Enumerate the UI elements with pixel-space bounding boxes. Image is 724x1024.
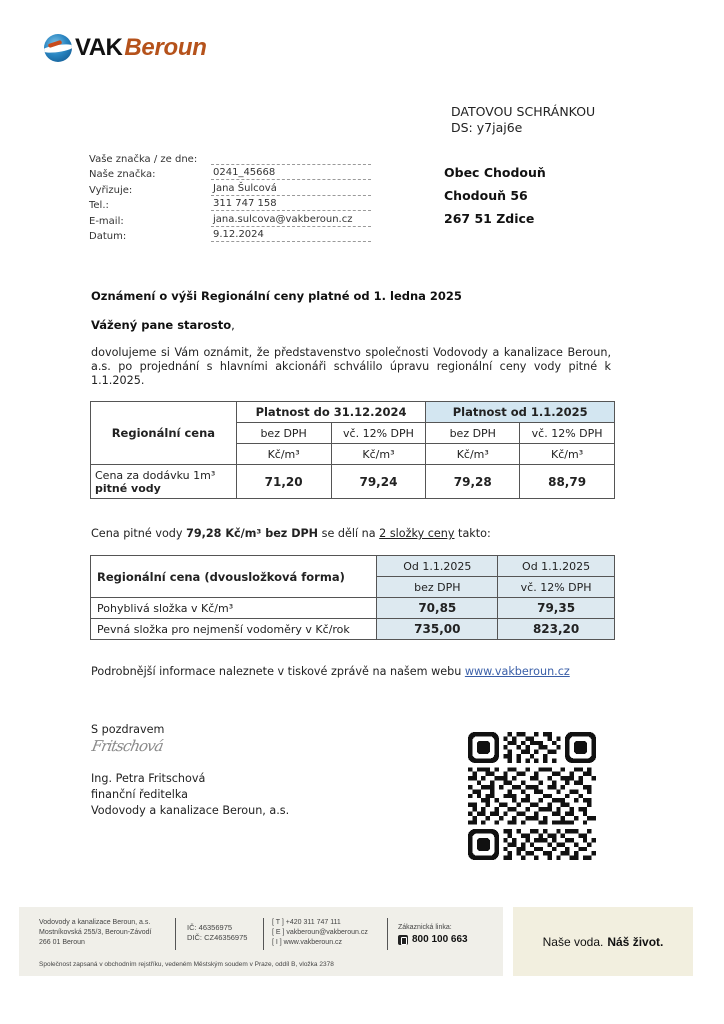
row-label-line2: pitné vody xyxy=(95,481,161,495)
period-new-header: Platnost od 1.1.2025 xyxy=(426,402,615,423)
text-segment: Cena pitné vody xyxy=(91,527,187,540)
logo-text-beroun: Beroun xyxy=(124,34,207,61)
price-value: 88,79 xyxy=(520,465,615,499)
website-link[interactable]: www.vakberoun.cz xyxy=(464,665,570,678)
price-emphasis: 79,28 Kč/m³ bez DPH xyxy=(186,527,319,540)
delivery-method xyxy=(451,104,595,136)
salutation-punct: , xyxy=(231,318,235,332)
signatory-company: Vodovody a kanalizace Beroun, a.s. xyxy=(91,804,290,817)
ref-label: Vyřizuje: xyxy=(89,184,133,196)
handwritten-signature: Fritschová xyxy=(90,737,165,755)
ref-row xyxy=(89,211,371,227)
ref-row xyxy=(89,196,371,212)
text-segment: takto: xyxy=(454,527,491,540)
unit: Kč/m³ xyxy=(331,444,426,465)
salutation-text: Vážený pane starosto xyxy=(91,318,232,332)
col1-vat-note: bez DPH xyxy=(377,577,498,598)
footer-hotline xyxy=(398,923,468,945)
ref-value: 311 747 158 xyxy=(211,198,371,211)
col-vat: vč. 12% DPH xyxy=(331,423,426,444)
closing: S pozdravem xyxy=(91,723,165,736)
logo-text-vak: VAK xyxy=(75,34,123,61)
ref-label: Tel.: xyxy=(89,200,109,211)
row-label: Pohyblivá složka v Kč/m³ xyxy=(91,598,377,619)
row-header: Regionální cena xyxy=(91,402,237,465)
footer-divider xyxy=(387,918,388,950)
salutation xyxy=(91,318,235,332)
text-segment: se dělí na xyxy=(318,527,380,540)
table-row xyxy=(91,598,615,619)
price-value: 79,28 xyxy=(426,465,520,499)
company-id: IČ: 46356975 xyxy=(187,923,233,932)
row-label-line1: Cena za dodávku 1m³ xyxy=(95,468,216,482)
registry-note: Společnost zapsaná v obchodním rejstříku, vedeném Městským soudem v Praze, oddíl B, vložka 2378 xyxy=(39,961,334,968)
footer-divider xyxy=(263,918,264,950)
hotline-number xyxy=(398,935,468,945)
hotline-number-text: 800 100 663 xyxy=(412,934,468,945)
period-old-header: Platnost do 31.12.2024 xyxy=(236,402,426,423)
unit: Kč/m³ xyxy=(236,444,331,465)
more-info-text: Podrobnější informace naleznete v tiskové zprávě na našem webu xyxy=(91,665,465,678)
globe-logo-icon xyxy=(44,34,72,62)
col-vat: vč. 12% DPH xyxy=(520,423,615,444)
ref-value: 9.12.2024 xyxy=(211,229,371,242)
signatory-name: Ing. Petra Fritschová xyxy=(91,772,206,785)
row-label: Pevná složka pro nejmenší vodoměry v Kč/rok xyxy=(91,619,377,640)
ref-row xyxy=(89,165,371,181)
footer-web: [ I ] www.vakberoun.cz xyxy=(272,939,343,946)
footer-address-line: 266 01 Beroun xyxy=(39,939,85,946)
ref-row xyxy=(89,227,371,243)
intro-paragraph: dovolujeme si Vám oznámit, že představenstvo společnosti Vodovody a kanalizace Beroun, a.s. po projednání s hlavními akcionáři schválilo úpravu regionální ceny vody pitné k 1.1.2025. xyxy=(91,346,611,387)
col2-vat-note: vč. 12% DPH xyxy=(498,577,615,598)
qr-code-icon[interactable] xyxy=(467,732,597,860)
footer-ids xyxy=(187,923,247,943)
slogan xyxy=(513,907,693,976)
recipient-address xyxy=(444,161,546,230)
footer-phone: [ T ] +420 311 747 111 xyxy=(272,919,341,926)
ref-label: Vaše značka / ze dne: xyxy=(89,153,198,165)
footer-company xyxy=(39,918,151,948)
unit: Kč/m³ xyxy=(520,444,615,465)
unit: Kč/m³ xyxy=(426,444,520,465)
ref-value xyxy=(211,163,371,165)
ref-row xyxy=(89,149,371,165)
col1-period: Od 1.1.2025 xyxy=(377,556,498,577)
ref-label: Naše značka: xyxy=(89,169,156,180)
signatory-title: finanční ředitelka xyxy=(91,788,188,801)
signatory-block xyxy=(91,771,289,819)
footer-company-name: Vodovody a kanalizace Beroun, a.s. xyxy=(39,919,151,926)
footer-email: [ E ] vakberoun@vakberoun.cz xyxy=(272,929,368,936)
value-vat: 79,35 xyxy=(498,598,615,619)
price-comparison-table xyxy=(90,401,615,499)
price-value: 79,24 xyxy=(331,465,426,499)
ref-value: Jana Šulcová xyxy=(211,183,371,196)
ref-value: jana.sulcova@vakberoun.cz xyxy=(211,214,371,227)
price-value: 71,20 xyxy=(236,465,331,499)
col-no-vat: bez DPH xyxy=(426,423,520,444)
ref-label: Datum: xyxy=(89,231,127,242)
col-no-vat: bez DPH xyxy=(236,423,331,444)
more-info-line xyxy=(91,665,570,678)
value-no-vat: 70,85 xyxy=(377,598,498,619)
company-logo xyxy=(44,34,207,62)
phone-icon xyxy=(398,935,408,945)
row-label xyxy=(91,465,237,499)
hotline-label: Zákaznická linka: xyxy=(398,924,452,931)
two-component-price-table xyxy=(90,555,615,640)
recipient-city: 267 51 Zdice xyxy=(444,211,535,226)
value-no-vat: 735,00 xyxy=(377,619,498,640)
footer-divider xyxy=(175,918,176,950)
footer-address-line: Mostníkovská 255/3, Beroun-Závodí xyxy=(39,929,152,936)
vat-id: DIČ: CZ46356975 xyxy=(187,933,248,942)
slogan-bold: Náš život. xyxy=(607,934,664,949)
recipient-street: Chodouň 56 xyxy=(444,188,528,203)
table-row xyxy=(91,619,615,640)
reference-block xyxy=(89,149,371,242)
split-sentence xyxy=(91,527,491,540)
recipient-name: Obec Chodouň xyxy=(444,165,546,180)
slogan-regular: Naše voda. xyxy=(542,934,604,949)
table-header: Regionální cena (dvousložková forma) xyxy=(91,556,377,598)
letter-subject: Oznámení o výši Regionální ceny platné od 1. ledna 2025 xyxy=(91,289,462,303)
value-vat: 823,20 xyxy=(498,619,615,640)
databox-id: DS: y7jaj6e xyxy=(451,120,523,135)
components-underlined: 2 složky ceny xyxy=(379,527,455,540)
delivery-line: DATOVOU SCHRÁNKOU xyxy=(451,104,596,119)
footer-contacts xyxy=(272,918,368,948)
col2-period: Od 1.1.2025 xyxy=(498,556,615,577)
letterhead-footer xyxy=(19,907,503,976)
ref-row xyxy=(89,180,371,196)
ref-label: E-mail: xyxy=(89,215,124,227)
ref-value: 0241_45668 xyxy=(211,167,371,180)
